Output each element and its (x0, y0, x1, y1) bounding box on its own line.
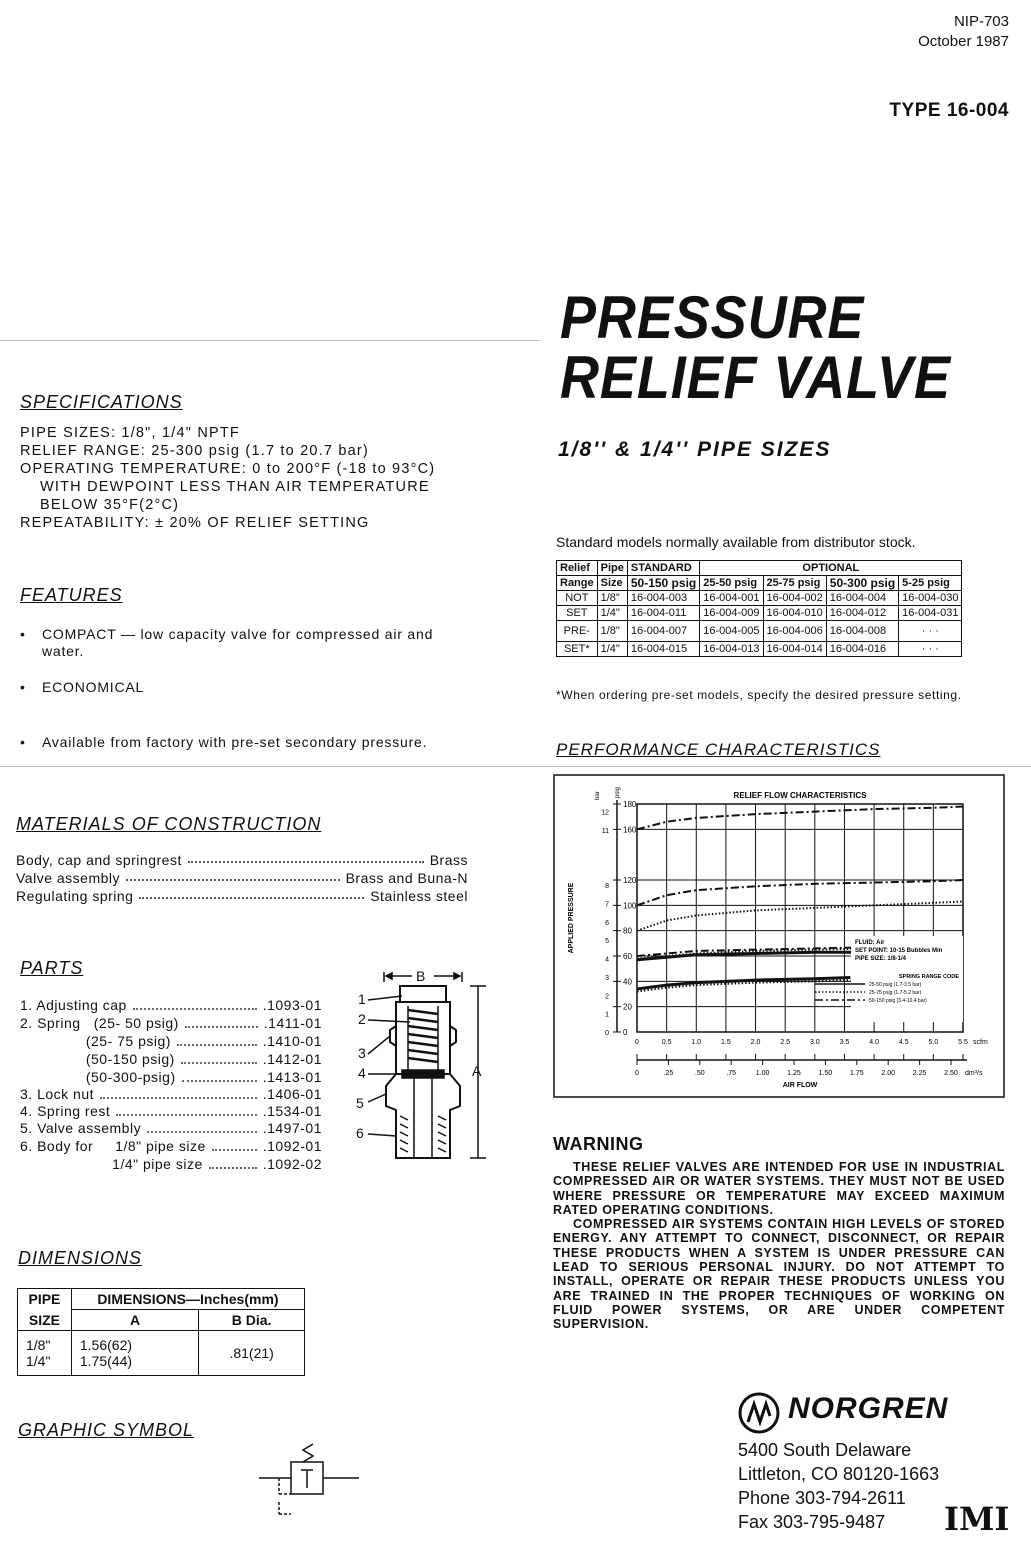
part-number: .1410-01 (262, 1033, 322, 1049)
legend-text: PIPE SIZE: 1/8-1/4 (855, 956, 907, 962)
spec-line: RELIEF RANGE: 25-300 psig (1.7 to 20.7 bar) (20, 443, 369, 459)
part-label: 3. Lock nut (20, 1086, 94, 1102)
phone: Phone 303-794-2611 (738, 1488, 906, 1508)
models-range: SET (557, 606, 598, 621)
models-cell: 16-004-010 (763, 606, 826, 621)
models-range: SET* (557, 642, 598, 657)
dim-header-size: SIZE (18, 1310, 72, 1331)
parts-row (20, 1033, 322, 1051)
fold-line (0, 766, 1031, 767)
part-label: 2. Spring (25- 50 psig) (20, 1015, 179, 1031)
fax: Fax 303-795-9487 (738, 1512, 886, 1532)
material-part: Valve assembly (16, 870, 121, 886)
material-value: Brass (429, 852, 468, 868)
models-size: 1/8" (597, 621, 627, 642)
y-bar-unit: bar (595, 791, 601, 800)
legend-label: 50-150 psig (3.4-10.4 bar) (869, 998, 927, 1004)
spec-line: REPEATABILITY: ± 20% OF RELIEF SETTING (20, 515, 370, 531)
y-tick-label: 100 (623, 901, 637, 911)
dim-a-value: 1.56(62) (79, 1337, 133, 1353)
doc-date: October 1987 (918, 33, 1009, 50)
warning-paragraph: THESE RELIEF VALVES ARE INTENDED FOR USE IN INDUSTRIAL COMPRESSED AIR OR WATER SYSTEMS. THEY MUST NOT BE USED WHERE PRESSURE OR TEMPERATURE MAY EXCEED MAXIMUM RATED OPERATING CONDITIONS. (553, 1160, 1005, 1217)
x-tick-label: 5.5 (958, 1039, 968, 1046)
x-tick-label: 5.0 (928, 1039, 939, 1046)
page-title (560, 284, 951, 411)
series-line (637, 807, 963, 830)
models-header-relief: Relief (557, 561, 598, 576)
dim-header-pipe: PIPE (18, 1289, 72, 1310)
y-tick-label: 160 (623, 825, 637, 835)
dim-pipe: 1/8" (26, 1337, 51, 1353)
address-line: Littleton, CO 80120-1663 (738, 1464, 940, 1484)
feature-item: • ECONOMICAL (20, 679, 480, 696)
x-dm3-tick-label: .50 (694, 1070, 705, 1077)
part-label: (50-300-psig) (20, 1069, 176, 1085)
models-size: 1/4" (597, 606, 627, 621)
models-size: 1/8" (597, 591, 627, 606)
callout: 5 (356, 1095, 364, 1111)
material-value: Brass and Buna-N (345, 870, 468, 886)
imi-logo: IMI (944, 1500, 1010, 1538)
x-tick-label: 3.0 (809, 1039, 820, 1046)
spec-line: PIPE SIZES: 1/8", 1/4" NPTF (20, 425, 240, 441)
feature-item: • Available from factory with pre-set secondary pressure. (20, 734, 480, 751)
legend-label: 25-75 psig (1.7-5.2 bar) (869, 990, 922, 996)
models-cell: 16-004-004 (826, 591, 898, 606)
y-tick-label: 40 (623, 977, 632, 987)
legend-text: SET POINT: 10-15 Bubbles Min (855, 948, 943, 954)
part-number: .1092-02 (262, 1156, 322, 1172)
dimensions-table (17, 1288, 305, 1376)
part-number: .1497-01 (262, 1120, 322, 1136)
relief-flow-chart (553, 774, 1005, 1098)
graphic-symbol-diagram (255, 1440, 365, 1520)
y-tick-label: 80 (623, 926, 632, 936)
models-cell: 16-004-001 (700, 591, 763, 606)
legend-text: SPRING RANGE CODE (899, 974, 959, 980)
callout: 2 (358, 1011, 366, 1027)
parts-row (20, 1156, 322, 1174)
models-subheader: 25-75 psig (763, 576, 826, 591)
models-subheader: 50-150 psig (627, 576, 699, 591)
company-name: NORGREN (788, 1392, 949, 1425)
y-tick-label: 0 (623, 1028, 628, 1037)
dim-a-value: 1.75(44) (79, 1353, 133, 1369)
models-subheader: 5-25 psig (899, 576, 962, 591)
models-range: PRE- (557, 621, 598, 642)
part-label: 5. Valve assembly (20, 1120, 142, 1136)
part-number: .1534-01 (262, 1103, 322, 1119)
norgren-logo-icon (738, 1392, 780, 1434)
part-number: .1413-01 (262, 1069, 322, 1085)
models-header-standard: STANDARD (627, 561, 699, 576)
warning-paragraph: COMPRESSED AIR SYSTEMS CONTAIN HIGH LEVELS OF STORED ENERGY. ANY ATTEMPT TO CONNECT, DISCONNECT, OR REPAIR THESE PRODUCTS WHEN A SYSTEM IS UNDER PRESSURE CAN LEAD TO SERIOUS PERSONAL INJURY. DO NOT ATTEMPT TO INSTALL, OPERATE OR REPAIR THESE PRODUCTS UNLESS YOU ARE TRAINED IN THE PROPER TECHNIQUES OF WORKING ON FLUID POWER SYSTEMS, OR ARE UNDER COMPETENT SUPERVISION. (553, 1217, 1005, 1332)
title-line-2: RELIEF VALVE (560, 344, 951, 411)
models-table (556, 560, 962, 657)
y-bar-tick-label: 11 (601, 827, 609, 835)
part-label: 6. Body for 1/8" pipe size (20, 1138, 206, 1154)
models-subheader: 25-50 psig (700, 576, 763, 591)
material-value: Stainless steel (370, 888, 468, 904)
x-unit-scfm: scfm (973, 1039, 988, 1046)
part-label: 1/4" pipe size (20, 1156, 203, 1172)
callout: 3 (358, 1045, 366, 1061)
title-line-1: PRESSURE (560, 284, 865, 351)
x-tick-label: 3.5 (839, 1039, 850, 1046)
y-tick-label: 20 (623, 1002, 632, 1012)
x-tick-label: 4.0 (869, 1039, 879, 1046)
spec-line: BELOW 35°F(2°C) (40, 497, 180, 513)
warning-heading: WARNING (553, 1134, 644, 1154)
y-bar-tick-label: 6 (605, 919, 609, 927)
y-bar-tick-label: 4 (605, 956, 609, 964)
callout: 4 (358, 1065, 366, 1081)
parts-row (20, 1015, 322, 1033)
dim-b-value: .81(21) (199, 1331, 305, 1376)
models-cell: 16-004-015 (627, 642, 699, 657)
y-bar-tick-label: 5 (605, 938, 609, 946)
y-tick-label: 120 (623, 876, 637, 885)
models-header-optional: OPTIONAL (700, 561, 962, 576)
legend-label: 25-50 psig (1.7-3.5 bar) (869, 982, 922, 988)
models-cell: 16-004-031 (899, 606, 962, 621)
x-axis-label: AIR FLOW (782, 1082, 818, 1089)
valve-cutaway-diagram (350, 966, 500, 1172)
models-cell: 16-004-016 (826, 642, 898, 657)
parts-row (20, 1120, 322, 1138)
dim-header-dims: DIMENSIONS—Inches(mm) (71, 1289, 304, 1310)
x-tick-label: 1.0 (691, 1039, 702, 1046)
dimensions-heading: DIMENSIONS (18, 1248, 143, 1268)
models-cell: 16-004-009 (700, 606, 763, 621)
y-bar-tick-label: 7 (605, 901, 609, 909)
models-cell: 16-004-002 (763, 591, 826, 606)
legend-text: FLUID: Air (855, 940, 885, 946)
series-line (637, 902, 963, 931)
materials-row (16, 852, 468, 868)
x-dm3-tick-label: 1.00 (755, 1070, 770, 1077)
dim-header-a: A (71, 1310, 198, 1331)
y-psig-unit: psig (615, 786, 621, 798)
x-tick-label: 2.5 (780, 1039, 791, 1046)
models-cell: 16-004-030 (899, 591, 962, 606)
parts-row (20, 997, 322, 1015)
doc-header (918, 12, 1009, 52)
page-subtitle: 1/8'' & 1/4'' PIPE SIZES (558, 438, 832, 461)
models-cell: 16-004-014 (763, 642, 826, 657)
x-dm3-tick-label: 1.50 (818, 1070, 833, 1077)
performance-heading: PERFORMANCE CHARACTERISTICS (556, 740, 881, 759)
models-header-pipe: Pipe (597, 561, 627, 576)
y-bar-tick-label: 0 (605, 1030, 609, 1037)
models-cell: 16-004-003 (627, 591, 699, 606)
dim-pipe: 1/4" (26, 1353, 51, 1369)
specifications-heading: SPECIFICATIONS (20, 392, 183, 412)
material-part: Regulating spring (16, 888, 134, 904)
part-label: (25- 75 psig) (20, 1033, 171, 1049)
callout: 6 (356, 1125, 364, 1141)
parts-row (20, 1051, 322, 1069)
models-cell: 16-004-008 (826, 621, 898, 642)
x-dm3-tick-label: 1.25 (787, 1070, 801, 1077)
y-bar-tick-label: 1 (605, 1011, 609, 1019)
x-dm3-tick-label: 2.00 (881, 1070, 896, 1077)
chart-title: RELIEF FLOW CHARACTERISTICS (733, 791, 867, 800)
parts-row (20, 1138, 322, 1156)
models-cell: 16-004-011 (627, 606, 699, 621)
y-tick-label: 180 (623, 800, 637, 809)
spec-line: OPERATING TEMPERATURE: 0 to 200°F (-18 to 93°C) (20, 461, 436, 477)
models-size: 1/4" (597, 642, 627, 657)
models-cell: · · · (899, 621, 962, 642)
x-dm3-tick-label: .25 (663, 1070, 674, 1077)
models-header-range: Range (557, 576, 598, 591)
x-tick-label: 0.5 (661, 1039, 672, 1046)
parts-row (20, 1086, 322, 1104)
x-dm3-tick-label: 2.50 (944, 1070, 958, 1077)
y-bar-tick-label: 2 (605, 993, 609, 1001)
models-cell: · · · (899, 642, 962, 657)
x-dm3-tick-label: 1.75 (849, 1070, 864, 1077)
y-axis-label: APPLIED PRESSURE (568, 882, 575, 954)
part-number: .1406-01 (262, 1086, 322, 1102)
callout: 1 (358, 991, 366, 1007)
part-number: .1411-01 (263, 1015, 322, 1031)
models-cell: 16-004-007 (627, 621, 699, 642)
models-subheader: 50-300 psig (826, 576, 898, 591)
x-dm3-tick-label: 0 (635, 1070, 639, 1077)
feature-item: • COMPACT — low capacity valve for compressed air and water. (20, 626, 480, 660)
models-note: Standard models normally available from distributor stock. (556, 534, 916, 550)
spec-line: WITH DEWPOINT LESS THAN AIR TEMPERATURE (40, 479, 430, 495)
parts-row (20, 1069, 322, 1087)
materials-row (16, 870, 468, 886)
specifications-list (20, 424, 435, 532)
features-heading: FEATURES (20, 585, 123, 605)
feature-text: COMPACT — low capacity valve for compressed air and water. (42, 626, 434, 659)
y-bar-tick-label: 12 (601, 809, 609, 817)
dim-a-label: A (472, 1063, 482, 1079)
doc-number: NIP-703 (953, 13, 1009, 30)
warning-text (553, 1160, 1005, 1332)
type-label: TYPE 16-004 (889, 100, 1009, 121)
material-part: Body, cap and springrest (16, 852, 182, 868)
models-cell: 16-004-005 (700, 621, 763, 642)
models-header-size: Size (597, 576, 627, 591)
parts-heading: PARTS (20, 958, 84, 978)
models-cell: 16-004-013 (700, 642, 763, 657)
y-bar-tick-label: 3 (605, 974, 609, 982)
feature-text: ECONOMICAL (42, 679, 145, 695)
x-dm3-tick-label: .75 (726, 1070, 737, 1077)
parts-row (20, 1103, 322, 1121)
x-dm3-tick-label: 2.25 (912, 1070, 927, 1077)
models-cell: 16-004-006 (763, 621, 826, 642)
models-cell: 16-004-012 (826, 606, 898, 621)
part-number: .1093-01 (262, 997, 322, 1013)
models-range: NOT (557, 591, 598, 606)
graphic-symbol-heading: GRAPHIC SYMBOL (18, 1420, 195, 1440)
dim-b-label: B (416, 968, 426, 984)
x-unit-dm3: dm³/s (965, 1070, 983, 1077)
x-tick-label: 2.0 (750, 1039, 761, 1046)
part-number: .1412-01 (262, 1051, 322, 1067)
part-number: .1092-01 (262, 1138, 322, 1154)
y-tick-label: 60 (623, 952, 632, 961)
address-line: 5400 South Delaware (738, 1440, 912, 1460)
part-label: 4. Spring rest (20, 1103, 111, 1119)
dim-header-b: B Dia. (199, 1310, 305, 1331)
materials-heading: MATERIALS OF CONSTRUCTION (16, 814, 322, 834)
fold-line (0, 340, 540, 341)
series-line (637, 880, 963, 905)
part-label: (50-150 psig) (20, 1051, 175, 1067)
x-tick-label: 4.5 (898, 1039, 909, 1046)
feature-text: Available from factory with pre-set secondary pressure. (42, 734, 428, 750)
x-tick-label: 1.5 (721, 1039, 731, 1046)
y-bar-tick-label: 8 (605, 883, 609, 891)
models-footnote: *When ordering pre-set models, specify the desired pressure setting. (556, 688, 962, 702)
x-tick-label: 0 (635, 1039, 639, 1046)
company-address (738, 1438, 939, 1534)
materials-row (16, 888, 468, 904)
part-label: 1. Adjusting cap (20, 997, 127, 1013)
